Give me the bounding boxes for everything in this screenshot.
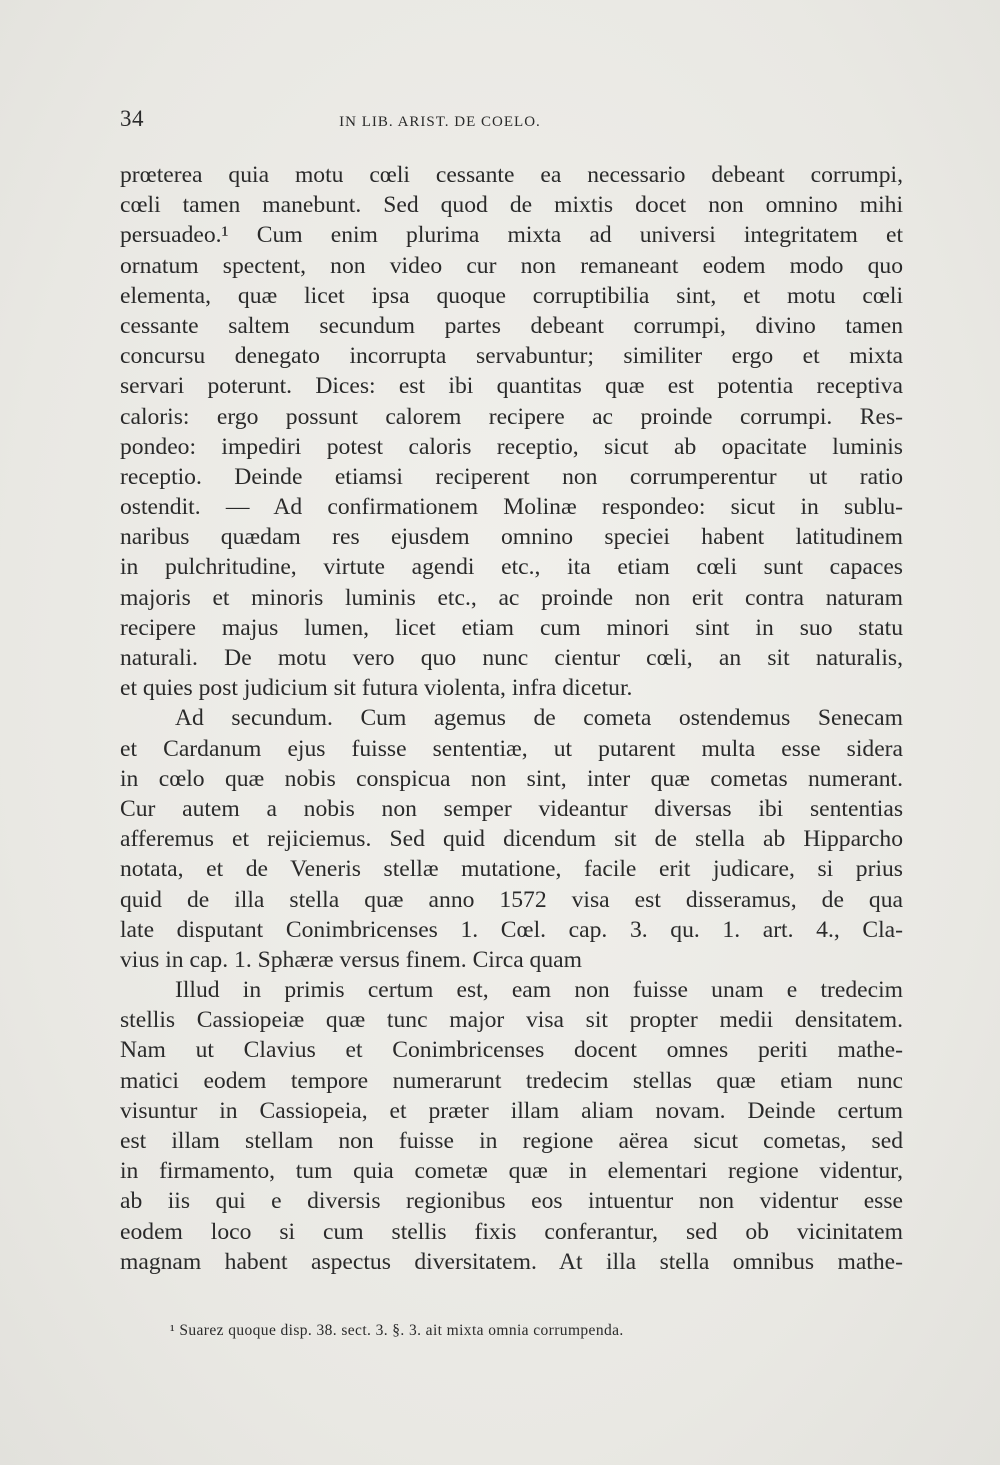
text-line: in cœlo quæ nobis conspicua non sint, inter quæ cometas numerant. xyxy=(120,765,903,792)
text-line: Illud in primis certum est, eam non fuisse unam e tredecim xyxy=(175,977,903,1004)
text-line: vius in cap. 1. Sphæræ versus finem. Circa quam xyxy=(120,946,582,973)
footnote-marker: ¹ xyxy=(170,1322,176,1339)
text-line: servari poterunt. Dices: est ibi quantitas quæ est potentia receptiva xyxy=(120,373,903,400)
text-line: ab iis qui e diversis regionibus eos intuentur non videntur esse xyxy=(120,1188,903,1215)
text-line: magnam habent aspectus diversitatem. At illa stella omnibus mathe- xyxy=(120,1248,903,1275)
text-line: eodem loco si cum stellis fixis conferantur, sed ob vicinitatem xyxy=(120,1218,903,1245)
text-line: cessante saltem secundum partes debeant corrumpi, divino tamen xyxy=(120,312,903,339)
text-line: Cur autem a nobis non semper videantur diversas ibi sententias xyxy=(120,795,903,822)
text-line: pondeo: impediri potest caloris receptio, sicut ab opacitate luminis xyxy=(120,433,903,460)
text-line: visuntur in Cassiopeia, et præter illam aliam novam. Deinde certum xyxy=(120,1097,903,1124)
page-header xyxy=(120,106,900,136)
text-line: majoris et minoris luminis etc., ac proinde non erit contra naturam xyxy=(120,584,903,611)
text-line: et Cardanum ejus fuisse sententiæ, ut putarent multa esse sidera xyxy=(120,735,903,762)
text-line: persuadeo.¹ Cum enim plurima mixta ad universi integritatem et xyxy=(120,222,903,249)
text-line: receptio. Deinde etiamsi reciperent non corrumperentur ut ratio xyxy=(120,463,903,490)
text-line: in pulchritudine, virtute agendi etc., ita etiam cœli sunt capaces xyxy=(120,554,903,581)
footnote-text: Suarez quoque disp. 38. sect. 3. §. 3. ait mixta omnia corrumpenda. xyxy=(179,1322,624,1339)
body-text xyxy=(120,160,903,1277)
text-line: quid de illa stella quæ anno 1572 visa est disseramus, de qua xyxy=(120,886,903,913)
text-line: naribus quædam res ejusdem omnino speciei habent latitudinem xyxy=(120,524,903,551)
running-title: IN LIB. ARIST. DE COELO. xyxy=(339,114,541,130)
text-line: recipere majus lumen, licet etiam cum minori sint in suo statu xyxy=(120,614,903,641)
text-line: concursu denegato incorrupta servabuntur; similiter ergo et mixta xyxy=(120,343,903,370)
text-line: cœli tamen manebunt. Sed quod de mixtis docet non omnino mihi xyxy=(120,192,903,219)
text-line: naturali. De motu vero quo nunc cientur cœli, an sit naturalis, xyxy=(120,645,903,671)
text-line: matici eodem tempore numerarunt tredecim stellas quæ etiam nunc xyxy=(120,1067,903,1094)
text-line: Ad secundum. Cum agemus de cometa ostendemus Senecam xyxy=(175,705,903,732)
text-line: et quies post judicium sit futura violenta, infra dicetur. xyxy=(120,675,633,702)
text-line: elementa, quæ licet ipsa quoque corruptibilia sint, et motu cœli xyxy=(120,282,903,309)
footnote xyxy=(170,1322,790,1340)
text-line: stellis Cassiopeiæ quæ tunc major visa sit propter medii densitatem. xyxy=(120,1007,903,1034)
text-line: late disputant Conimbricenses 1. Cœl. cap. 3. qu. 1. art. 4., Cla- xyxy=(120,916,903,943)
page-number: 34 xyxy=(120,106,144,131)
text-line: est illam stellam non fuisse in regione aërea sicut cometas, sed xyxy=(120,1128,903,1154)
text-line: prœterea quia motu cœli cessante ea necessario debeant corrumpi, xyxy=(120,162,903,188)
text-line: ostendit. — Ad confirmationem Molinæ respondeo: sicut in sublu- xyxy=(120,494,903,521)
text-line: ornatum spectent, non video cur non remaneant eodem modo quo xyxy=(120,252,903,279)
text-line: Nam ut Clavius et Conimbricenses docent omnes periti mathe- xyxy=(120,1037,903,1064)
text-line: afferemus et rejiciemus. Sed quid dicendum sit de stella ab Hipparcho xyxy=(120,826,903,853)
text-line: notata, et de Veneris stellæ mutatione, facile erit judicare, si prius xyxy=(120,856,903,883)
text-line: in firmamento, tum quia cometæ quæ in elementari regione videntur, xyxy=(120,1158,903,1185)
text-line: caloris: ergo possunt calorem recipere ac proinde corrumpi. Res- xyxy=(120,403,903,430)
